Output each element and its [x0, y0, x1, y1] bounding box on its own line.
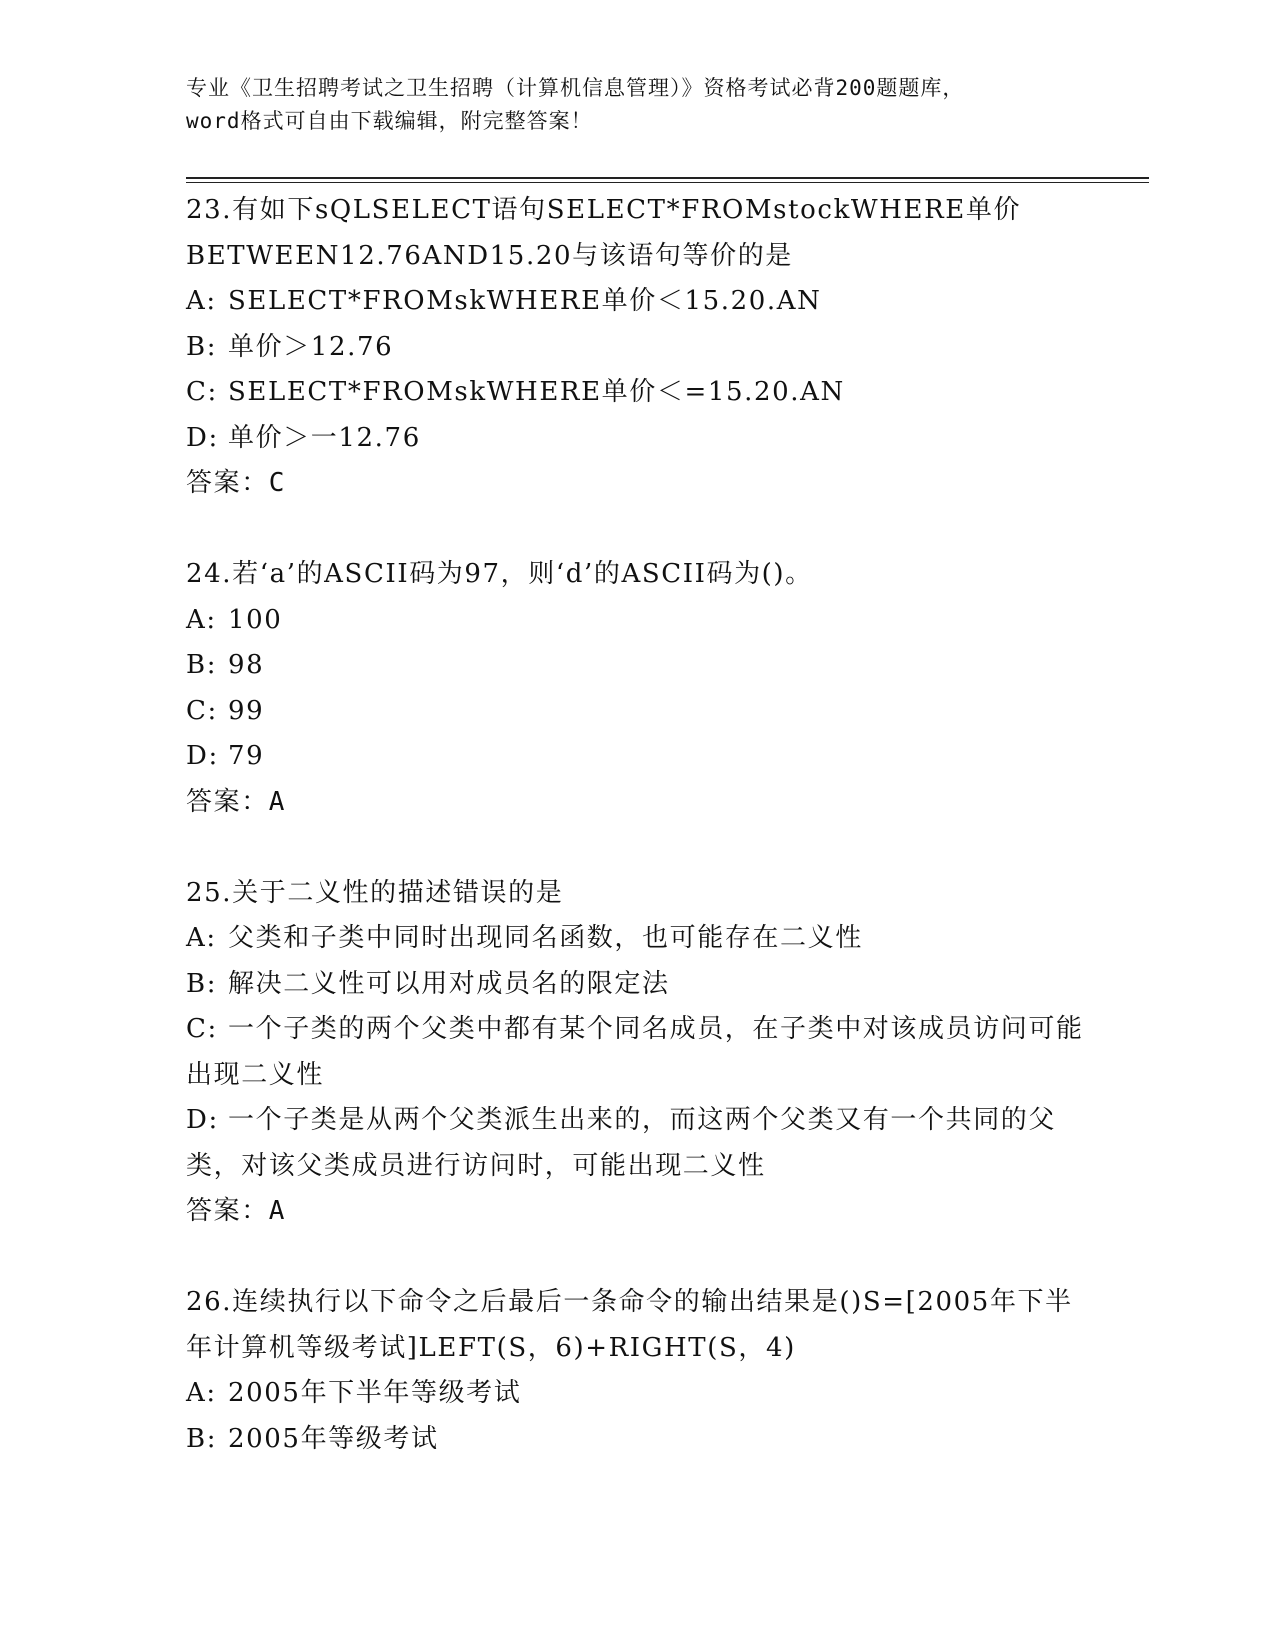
option-label: A:	[186, 923, 217, 953]
option-text: 一个子类的两个父类中都有某个同名成员，在子类中对该成员访问可能出现二义性	[186, 1014, 1084, 1090]
option-text: 100	[228, 604, 283, 635]
option-text: SELECT*FROMskWHERE单价＜=15.20.AN	[228, 377, 845, 407]
header-divider-thin	[186, 182, 1149, 183]
option-text: 一个子类是从两个父类派生出来的，而这两个父类又有一个共同的父类，对该父类成员进行访问时，可能出现二义性	[186, 1105, 1057, 1181]
option-text: 单价＞一12.76	[228, 422, 421, 453]
option-c	[186, 1007, 1086, 1098]
question-list	[186, 188, 1086, 1508]
option-text: 父类和子类中同时出现同名函数，也可能存在二义性	[228, 923, 863, 953]
option-text: 99	[228, 695, 265, 726]
question-text: 23.有如下sQLSELECT语句SELECT*FROMstockWHERE单价BETWEEN12.76AND15.20与该语句等价的是	[186, 195, 1022, 271]
option-b	[186, 325, 1086, 371]
option-label: B:	[186, 1423, 218, 1454]
question-23	[186, 188, 1086, 507]
option-label: A:	[186, 1378, 217, 1408]
option-label: C:	[186, 377, 218, 407]
option-text: SELECT*FROMskWHERE单价＜15.20.AN	[228, 286, 822, 316]
header-line-2: word格式可自由下载编辑，附完整答案！	[186, 109, 593, 133]
option-a	[186, 279, 1086, 325]
option-c	[186, 689, 1086, 735]
option-a	[186, 598, 1086, 644]
option-a	[186, 1371, 1086, 1417]
option-label: A:	[186, 604, 217, 635]
option-a	[186, 916, 1086, 962]
header-divider-thick	[186, 177, 1149, 179]
header-line-1: 专业《卫生招聘考试之卫生招聘（计算机信息管理）》资格考试必背200题题库，	[186, 76, 965, 100]
answer: 答案：A	[186, 786, 287, 817]
option-b	[186, 962, 1086, 1008]
question-text: 25.关于二义性的描述错误的是	[186, 877, 564, 908]
option-text: 79	[228, 741, 265, 771]
option-c	[186, 370, 1086, 416]
option-text: 解决二义性可以用对成员名的限定法	[228, 968, 670, 999]
option-d	[186, 734, 1086, 780]
question-text: 26.连续执行以下命令之后最后一条命令的输出结果是()S=[2005年下半年计算机等级考试]LEFT(S，6)+RIGHT(S，4)	[186, 1287, 1073, 1363]
option-label: B:	[186, 331, 218, 362]
option-label: B:	[186, 650, 218, 680]
answer: 答案：A	[186, 1196, 287, 1226]
question-25	[186, 871, 1086, 1235]
option-label: D:	[186, 1105, 219, 1135]
option-text: 98	[228, 650, 265, 680]
option-b	[186, 643, 1086, 689]
option-text: 2005年下半年等级考试	[228, 1378, 522, 1408]
question-24	[186, 552, 1086, 825]
option-b	[186, 1417, 1086, 1463]
option-text: 2005年等级考试	[228, 1423, 439, 1454]
option-label: B:	[186, 968, 218, 999]
option-d	[186, 1098, 1086, 1189]
option-label: C:	[186, 1014, 218, 1044]
question-26	[186, 1280, 1086, 1462]
option-label: D:	[186, 741, 219, 771]
question-text: 24.若‘a’的ASCII码为97，则‘d’的ASCII码为()。	[186, 559, 813, 589]
option-d	[186, 416, 1086, 462]
option-label: D:	[186, 422, 219, 453]
option-label: A:	[186, 286, 217, 316]
option-text: 单价＞12.76	[228, 331, 394, 362]
option-label: C:	[186, 695, 218, 726]
answer: 答案：C	[186, 468, 287, 498]
document-header	[186, 72, 1086, 138]
